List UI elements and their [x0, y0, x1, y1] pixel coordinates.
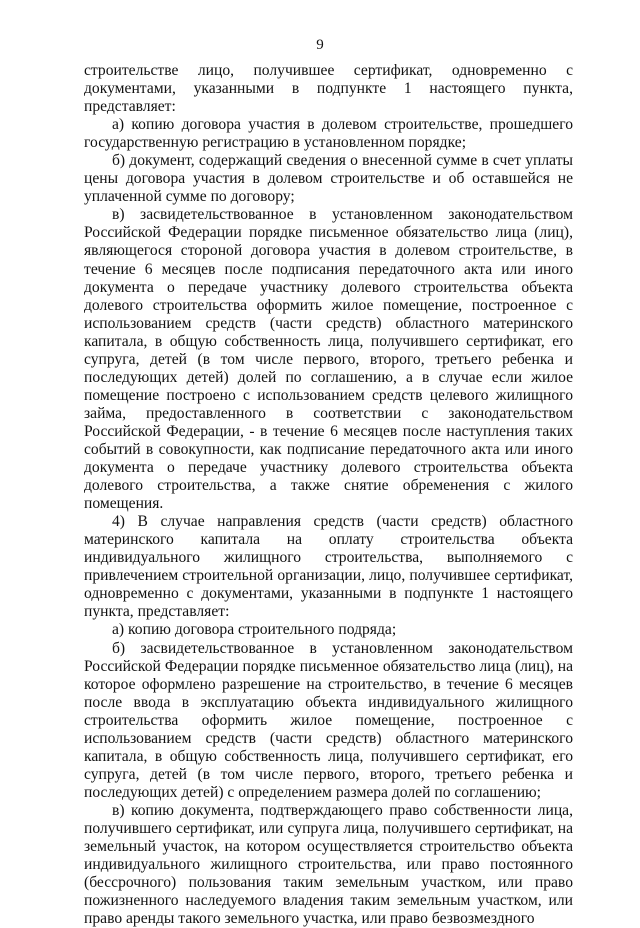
paragraph-item-v: в) засвидетельствованное в установленном законодательством Российской Федерации порядке письменное обязательство лица (лиц), являющегося стороной договора участия в долевом строительстве, в течение 6 месяцев после подписания передаточного акта или иного документа о передаче участнику долевого строительства объекта долевого строительства оформить жилое помещение, построенное с использованием средств (части средств) областного материнского капитала, в общую собственность лица, получившего сертификат, его супруга, детей (в том числе первого, второго, третьего ребенка и последующих детей) долей по соглашению, а в случае если жилое помещение построено с использованием средств целевого жилищного займа, предоставленного в соответствии с законодательством Российской Федерации, - в течение 6 месяцев после наступления таких событий в совокупности, как подписание передаточного акта или иного документа о передаче участнику долевого строительства объекта долевого строительства, а также снятие обременения с жилого помещения. [84, 206, 573, 513]
paragraph-item-b: б) документ, содержащий сведения о внесенной сумме в счет уплаты цены договора участия в долевом строительстве и об оставшейся не уплаченной сумме по договору; [84, 152, 573, 206]
paragraph-item-a: а) копию договора участия в долевом строительстве, прошедшего государственную регистрацию в установленном порядке; [84, 116, 573, 152]
paragraph-item-v-2: в) копию документа, подтверждающего право собственности лица, получившего сертификат, или супруга лица, получившего сертификат, на земельный участок, на котором осуществляется строительство объекта индивидуального жилищного строительства, или право постоянного (бессрочного) пользования таким земельным участком, или право пожизненного наследуемого владения таким земельным участком, или право аренды такого земельного участка, или право безвозмездного [84, 801, 573, 928]
document-body [84, 62, 573, 928]
paragraph-continuation: строительстве лицо, получившее сертификат, одновременно с документами, указанными в подпункте 1 настоящего пункта, представляет: [84, 62, 573, 116]
page-number: 9 [316, 37, 324, 53]
paragraph-subclause-4: 4) В случае направления средств (части средств) областного материнского капитала на оплату строительства объекта индивидуального жилищного строительства, выполняемого с привлечением строительной организации, лицо, получившее сертификат, одновременно с документами, указанными в подпункте 1 настоящего пункта, представляет: [84, 513, 573, 621]
paragraph-item-b-2: б) засвидетельствованное в установленном законодательством Российской Федерации порядке письменное обязательство лица (лиц), на которое оформлено разрешение на строительство, в течение 6 месяцев после ввода в эксплуатацию объекта индивидуального жилищного строительства оформить жилое помещение, построенное с использованием средств (части средств) областного материнского капитала, в общую собственность лица, получившего сертификат, его супруга, детей (в том числе первого, второго, третьего ребенка и последующих детей) с определением размера долей по соглашению; [84, 639, 573, 801]
paragraph-item-a-2: а) копию договора строительного подряда; [112, 621, 397, 639]
